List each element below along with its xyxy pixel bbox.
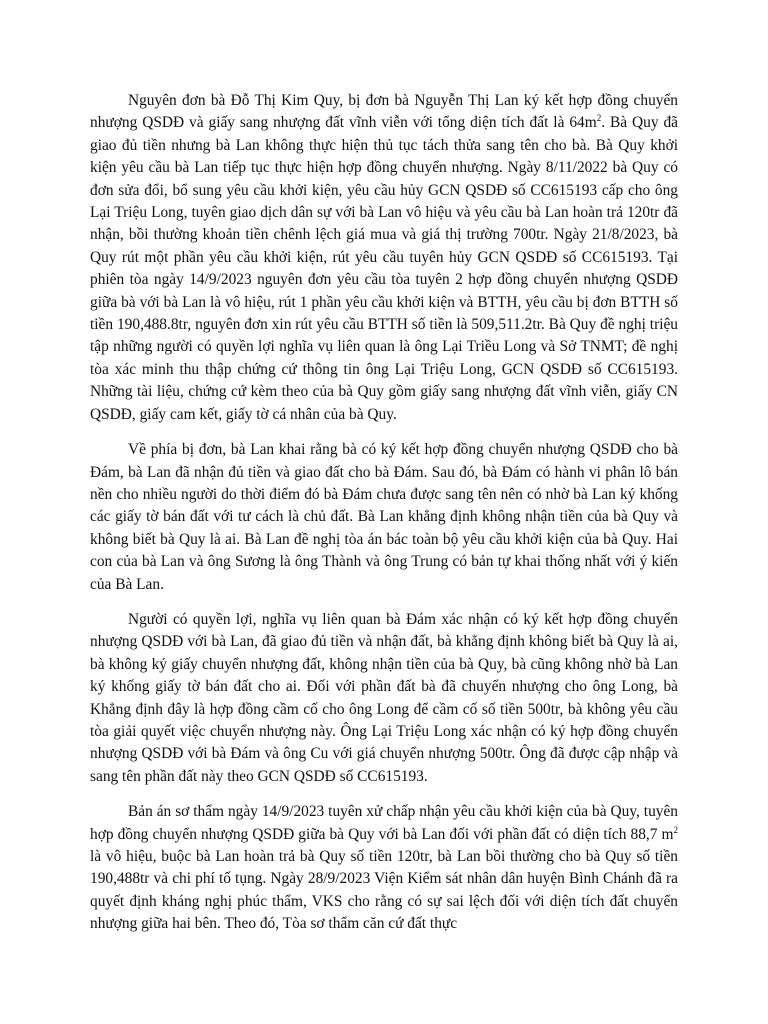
paragraph-text-continued: là vô hiệu, buộc bà Lan hoàn trả bà Quy số tiền 120tr, bà Lan bồi thường cho bà Quy số tiền 190,488tr và chi phí tố tụng. Ngày 28/9/2023 Viện Kiểm sát nhân dân huyện Bình Chánh đã ra quyết định kháng nghị phúc thẩm, VKS cho rằng có sự sai lệch đối với diện tích đất chuyển nhượng giữa hai bên. Theo đó, Tòa sơ thẩm căn cứ đất thực (90, 848, 678, 933)
paragraph-text: Về phía bị đơn, bà Lan khai rằng bà có ký kết hợp đồng chuyển nhượng QSDĐ cho bà Đám, bà Lan đã nhận đủ tiền và giao đất cho bà Đám. Sau đó, bà Đám có hành vi phân lô bán nền cho nhiều người do thời điểm đó bà Đám chưa được sang tên nên có nhờ bà Lan ký khống các giấy tờ bán đất với tư cách là chủ đất. Bà Lan khẳng định không nhận tiền của bà Quy và không biết bà Quy là ai. Bà Lan đề nghị tòa án bác toàn bộ yêu cầu khởi kiện của bà Quy. Hai con của bà Lan và ông Sương là ông Thành và ông Trung có bản tự khai thống nhất với ý kiến của Bà Lan. (90, 441, 678, 593)
paragraph-plaintiff-claims (90, 90, 678, 426)
paragraph-text: Người có quyền lợi, nghĩa vụ liên quan bà Đám xác nhận có ký kết hợp đồng chuyển nhượng QSDĐ với bà Lan, đã giao đủ tiền và nhận đất, bà khẳng định không biết bà Quy là ai, bà không ký giấy chuyển nhượng đất, không nhận tiền của bà Quy, bà cũng không nhờ bà Lan ký khống giấy tờ bán đất cho ai. Đối với phần đất bà đã chuyển nhượng cho ông Long, bà Khẳng định đây là hợp đồng cầm cố cho ông Long để cầm cố số tiền 500tr, bà không yêu cầu tòa giải quyết việc chuyển nhượng này. Ông Lại Triệu Long xác nhận có ký hợp đồng chuyển nhượng QSDĐ với bà Đám và ông Cu với giá chuyển nhượng 500tr. Ông đã được cập nhập và sang tên phần đất này theo GCN QSDĐ số CC615193. (90, 610, 678, 785)
paragraph-first-instance-judgment (90, 801, 678, 935)
superscript-square: 2 (596, 113, 602, 124)
superscript-square: 2 (673, 824, 678, 835)
paragraph-defendant-statement (90, 439, 678, 596)
paragraph-related-parties (90, 609, 678, 788)
paragraph-text: Nguyên đơn bà Đỗ Thị Kim Quy, bị đơn bà Nguyễn Thị Lan ký kết hợp đồng chuyển nhượng QSDĐ và giấy sang nhượng đất vĩnh viễn với tổng diện tích đất là 64m (90, 92, 678, 132)
paragraph-text: Bản án sơ thẩm ngày 14/9/2023 tuyên xử chấp nhận yêu cầu khởi kiện của bà Quy, tuyên hợp đồng chuyển nhượng QSDĐ giữa bà Quy với bà Lan đối với phần đất có diện tích 88,7 m (90, 803, 678, 843)
paragraph-text-continued: . Bà Quy đã giao đủ tiền nhưng bà Lan không thực hiện thủ tục tách thửa sang tên cho bà. Bà Quy khởi kiện yêu cầu bà Lan tiếp tục thực hiện hợp đồng chuyển nhượng. Ngày 8/11/2022 bà Quy có đơn sửa đổi, bổ sung yêu cầu khởi kiện, yêu cầu hủy GCN QSDĐ số CC615193 cấp cho ông Lại Triệu Long, tuyên giao dịch dân sự với bà Lan vô hiệu và yêu cầu bà Lan hoàn trả 120tr đã nhận, bồi thường khoản tiền chênh lệch giá mua và giá thị trường 700tr. Ngày 21/8/2023, bà Quy rút một phần yêu cầu khởi kiện, rút yêu cầu tuyên hủy GCN QSDĐ số CC615193. Tại phiên tòa ngày 14/9/2023 nguyên đơn yêu cầu tòa tuyên 2 hợp đồng chuyển nhượng QSDĐ giữa bà với bà Lan là vô hiệu, rút 1 phần yêu cầu khởi kiện và BTTH, yêu cầu bị đơn BTTH số tiền 190,488.8tr, nguyên đơn xin rút yêu cầu BTTH số tiền là 509,511.2tr. Bà Quy đề nghị triệu tập những người có quyền lợi nghĩa vụ liên quan là ông Lại Triều Long và Sở TNMT; đề nghị tòa xác minh thu thập chứng cứ thông tin ông Lại Triệu Long, GCN QSDĐ số CC615193. Những tài liệu, chứng cứ kèm theo của bà Quy gồm giấy sang nhượng đất vĩnh viễn, giấy CN QSDĐ, giấy cam kết, giấy tờ cá nhân của bà Quy. (90, 114, 678, 423)
